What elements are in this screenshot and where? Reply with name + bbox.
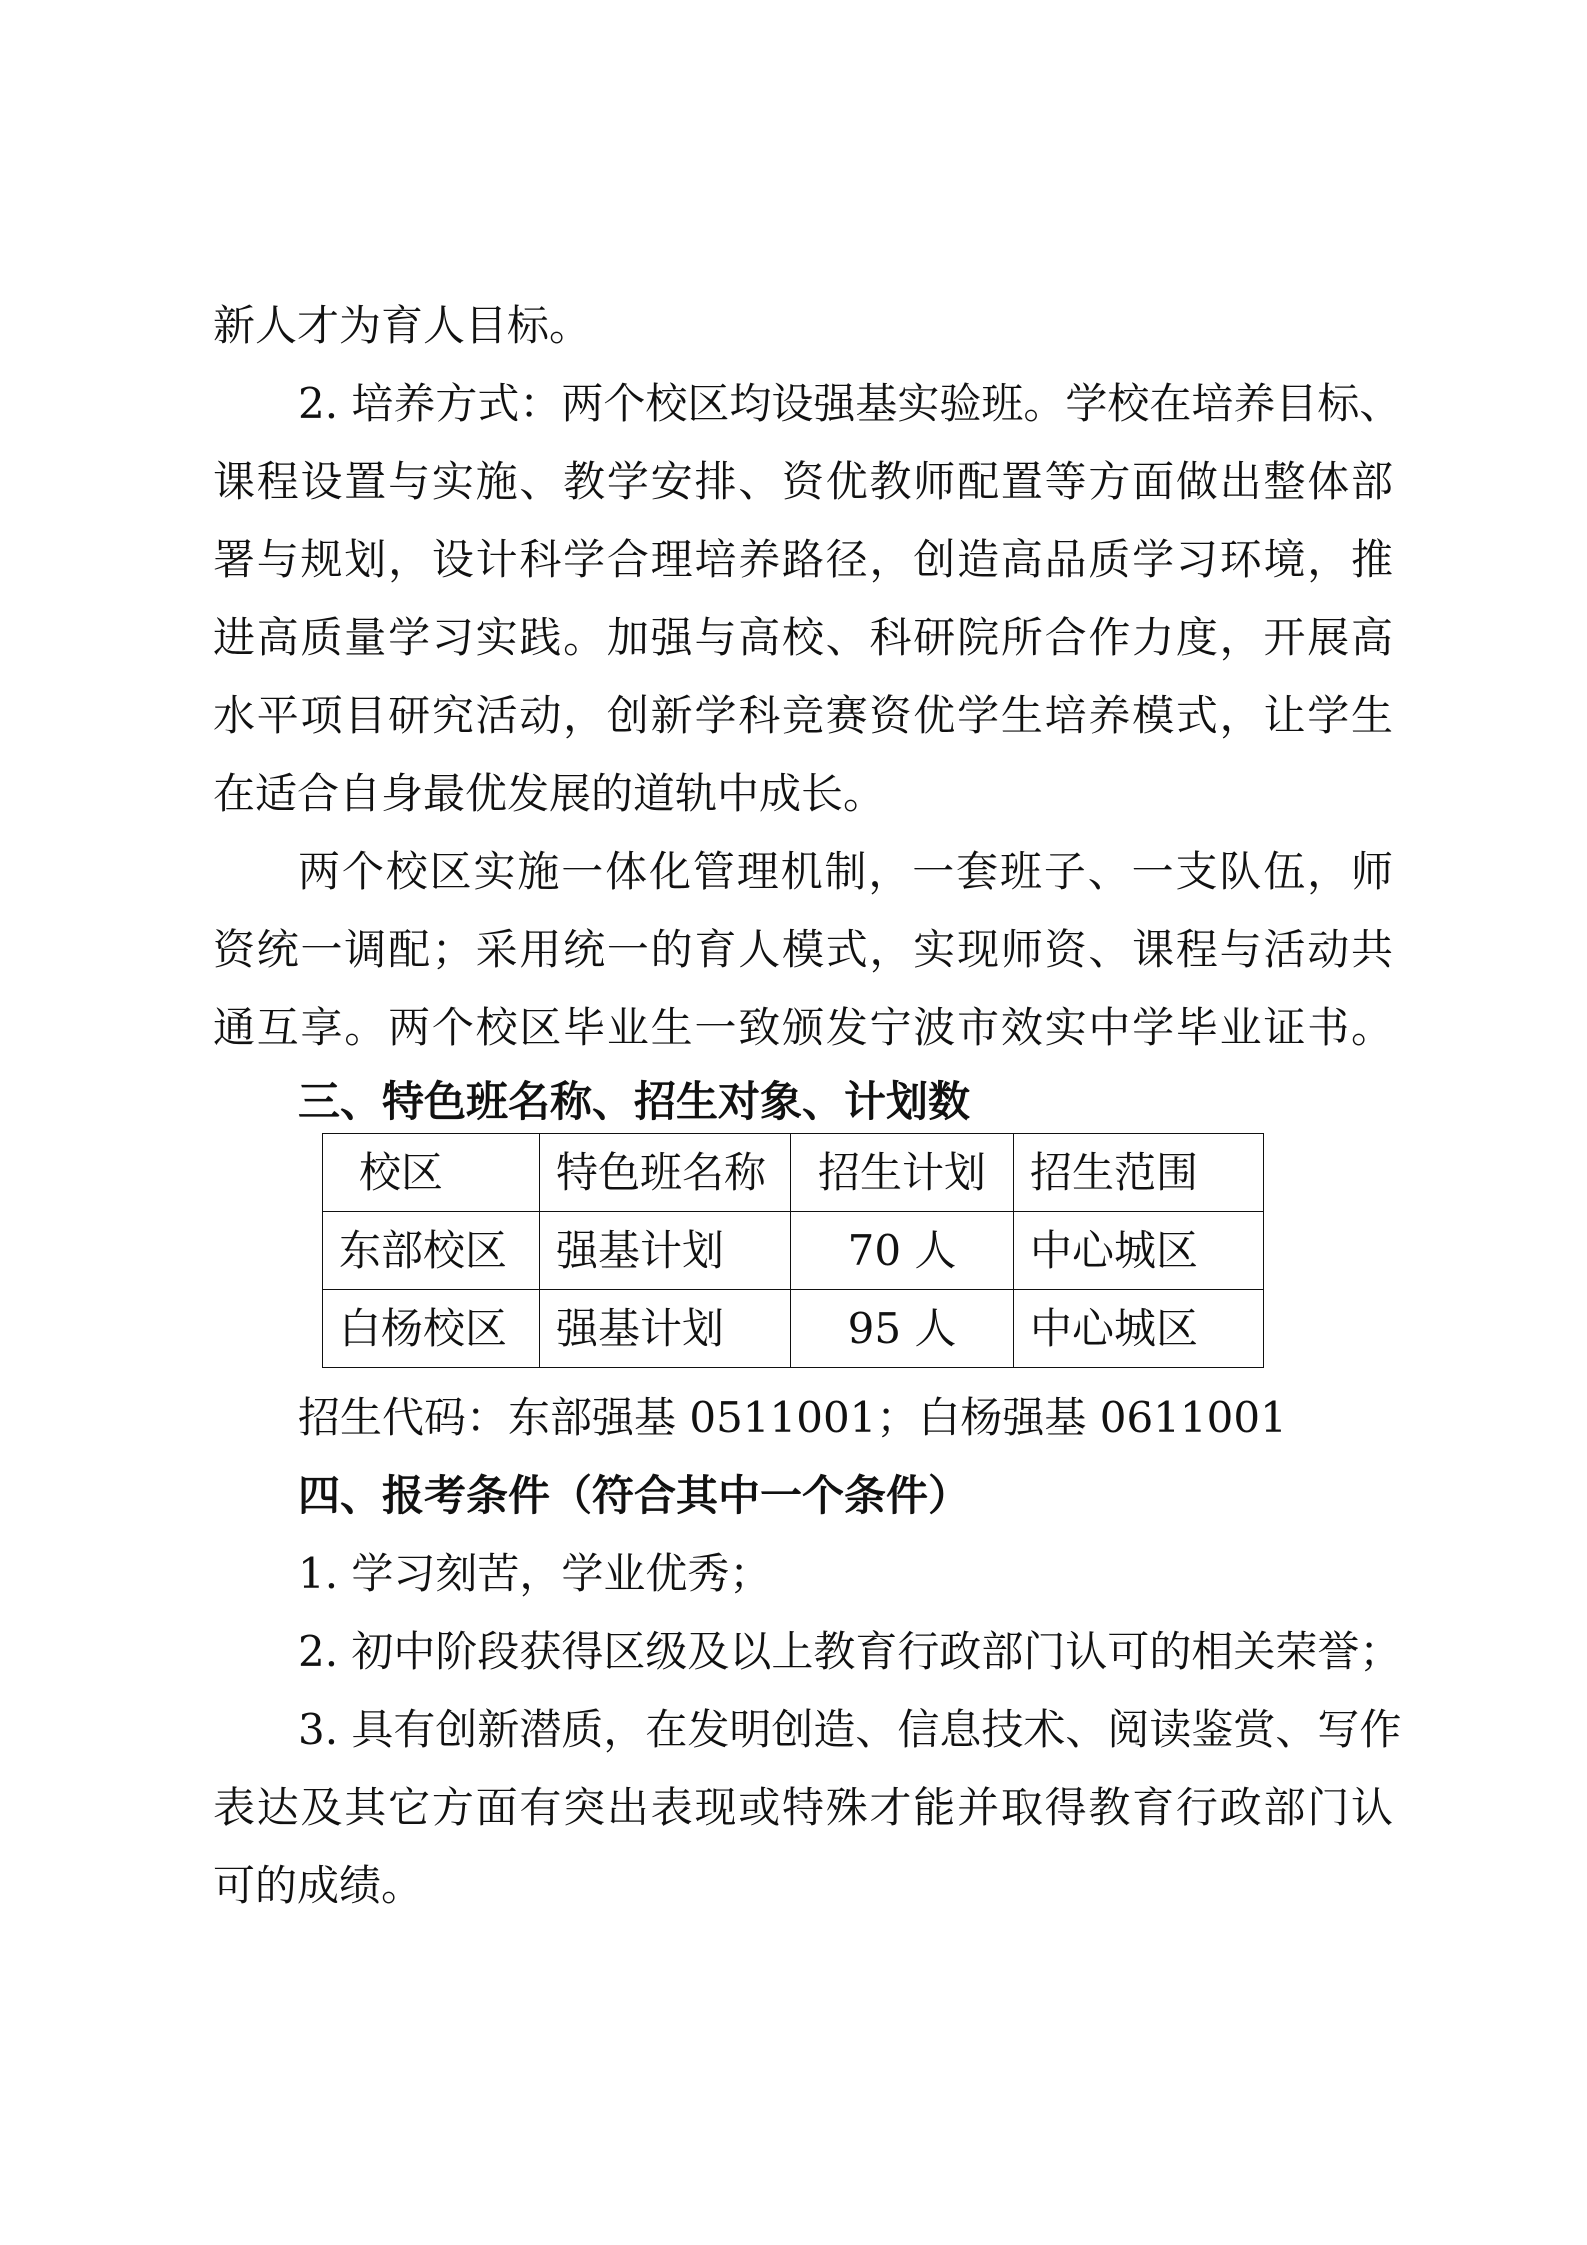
table-header-row	[323, 1134, 1264, 1212]
table-header-cell: 特色班名称	[540, 1134, 791, 1212]
table-row	[323, 1290, 1264, 1368]
section-heading: 四、报考条件（符合其中一个条件）	[298, 1471, 971, 1520]
paragraph-line: 水平项目研究活动，创新学科竞赛资优学生培养模式，让学生	[213, 691, 1393, 740]
section-heading: 三、特色班名称、招生对象、计划数	[298, 1077, 971, 1126]
table-header-cell: 招生范围	[1014, 1134, 1264, 1212]
table-header-cell: 招生计划	[791, 1134, 1014, 1212]
table-cell: 白杨校区	[323, 1290, 540, 1368]
paragraph-line: 新人才为育人目标。	[213, 301, 592, 350]
condition-item: 表达及其它方面有突出表现或特殊才能并取得教育行政部门认	[213, 1783, 1393, 1832]
paragraph-line: 在适合自身最优发展的道轨中成长。	[213, 769, 886, 818]
condition-item: 2. 初中阶段获得区级及以上教育行政部门认可的相关荣誉；	[298, 1627, 1402, 1676]
paragraph-line: 课程设置与实施、教学安排、资优教师配置等方面做出整体部	[213, 457, 1393, 506]
table-row	[323, 1212, 1264, 1290]
table-cell: 中心城区	[1014, 1212, 1264, 1290]
paragraph-line: 进高质量学习实践。加强与高校、科研院所合作力度，开展高	[213, 613, 1393, 662]
table-header-cell: 校区	[323, 1134, 540, 1212]
table-cell: 强基计划	[540, 1290, 791, 1368]
enrollment-plan-table	[322, 1133, 1264, 1368]
enrollment-codes: 招生代码：东部强基 0511001；白杨强基 0611001	[298, 1393, 1287, 1442]
paragraph-line: 2. 培养方式：两个校区均设强基实验班。学校在培养目标、	[298, 379, 1402, 428]
condition-item: 1. 学习刻苦，学业优秀；	[298, 1549, 772, 1598]
table-cell: 95 人	[791, 1290, 1014, 1368]
paragraph-line: 两个校区实施一体化管理机制，一套班子、一支队伍，师	[298, 847, 1393, 896]
condition-item: 3. 具有创新潜质，在发明创造、信息技术、阅读鉴赏、写作	[298, 1705, 1402, 1754]
paragraph-line: 署与规划，设计科学合理培养路径，创造高品质学习环境，推	[213, 535, 1393, 584]
paragraph-line: 资统一调配；采用统一的育人模式，实现师资、课程与活动共	[213, 925, 1393, 974]
condition-item: 可的成绩。	[213, 1861, 424, 1910]
table-cell: 强基计划	[540, 1212, 791, 1290]
table-cell: 70 人	[791, 1212, 1014, 1290]
table-cell: 中心城区	[1014, 1290, 1264, 1368]
table-cell: 东部校区	[323, 1212, 540, 1290]
paragraph-line: 通互享。两个校区毕业生一致颁发宁波市效实中学毕业证书。	[213, 1003, 1393, 1052]
